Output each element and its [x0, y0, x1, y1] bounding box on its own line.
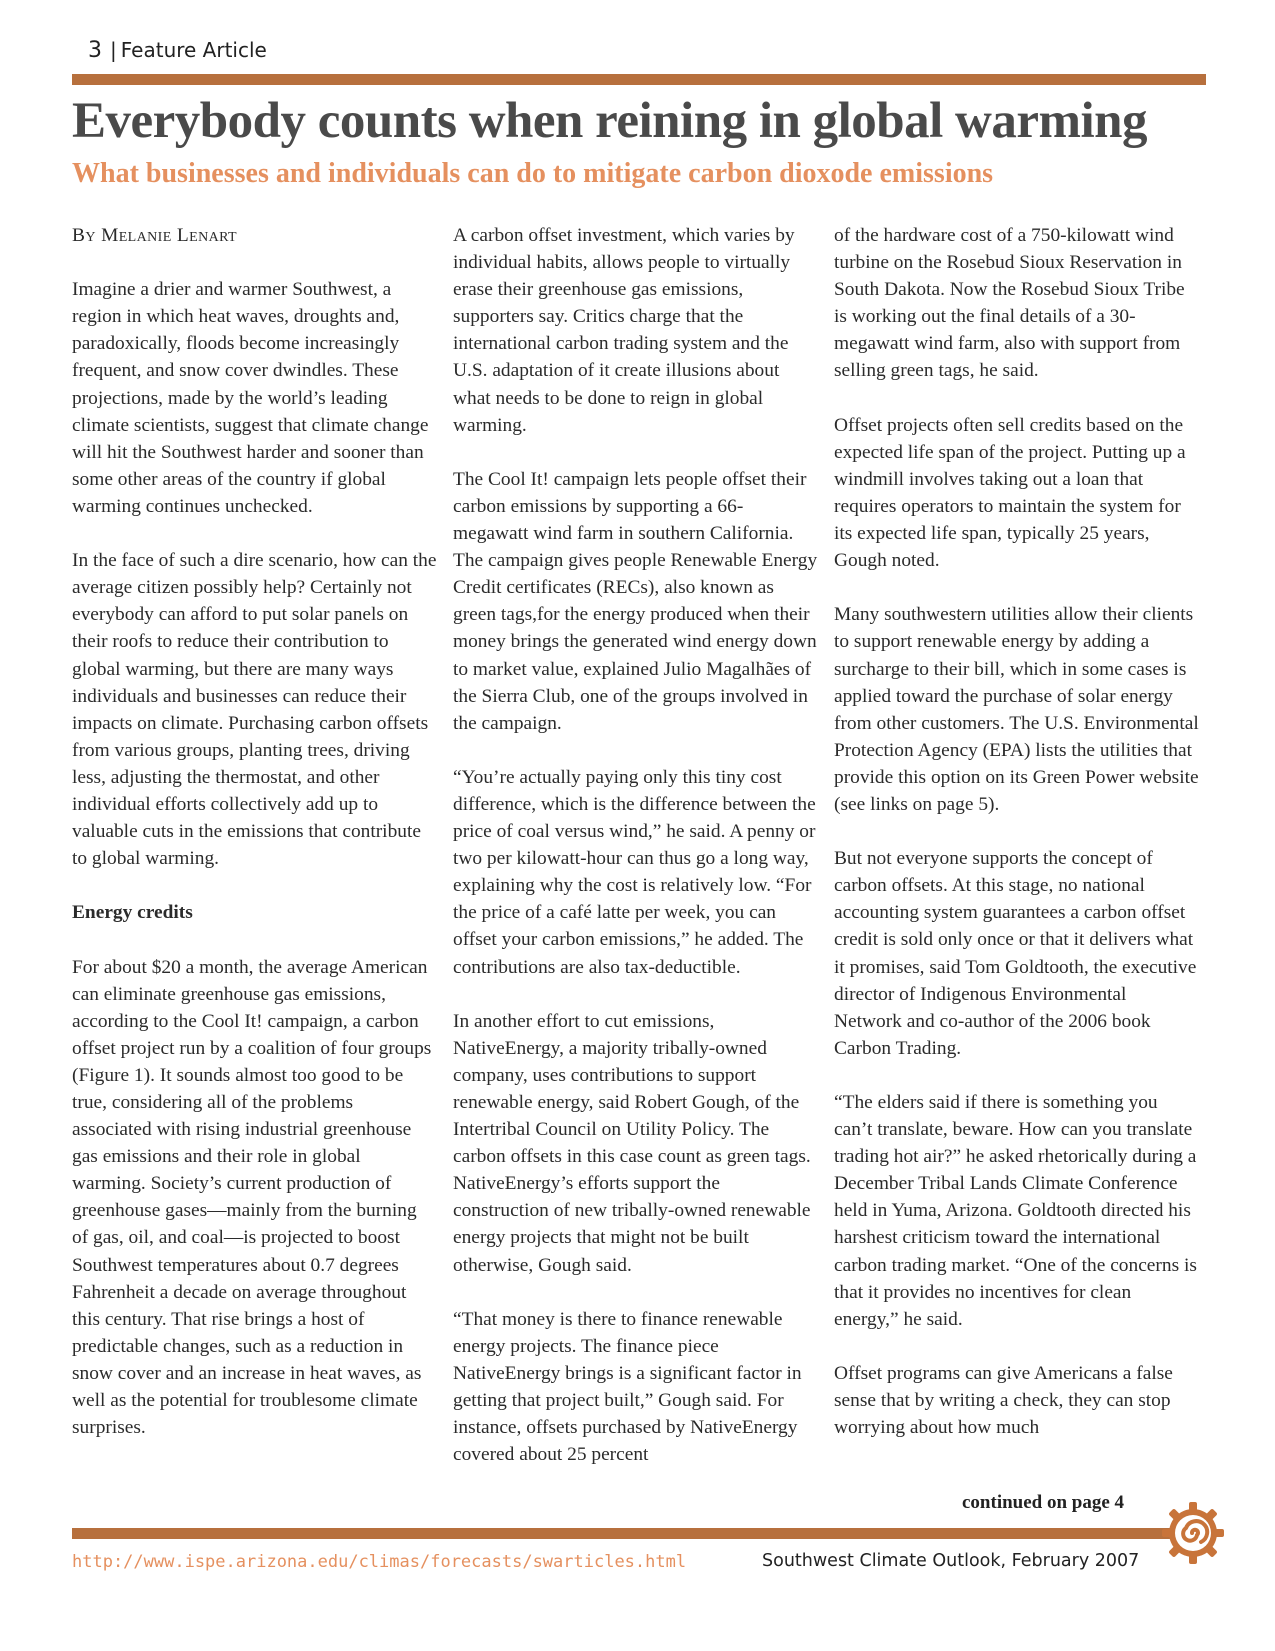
publication-name: Southwest Climate Outlook, February 2007 — [762, 1551, 1140, 1571]
column-3 — [834, 222, 1199, 1468]
column-2 — [453, 222, 818, 1495]
section-heading-energy-credits: Energy credits — [72, 902, 193, 924]
page-number: 3 — [88, 38, 102, 63]
paragraph: In the face of such a dire scenario, how can the average citizen possibly help? Certainly not everybody can afford to put solar panels on their roofs to reduce their contribution to global warming, but there are many ways individuals and businesses can reduce their impacts on climate. Purchasing carbon offsets from various groups, planting trees, driving less, adjusting the thermostat, and other individual efforts collectively add up to valuable cuts in the emissions that contribute to global warming. — [72, 550, 437, 870]
top-rule — [72, 74, 1206, 85]
paragraph: Offset programs can give Americans a false sense that by writing a check, they can stop worrying about how much — [834, 1362, 1173, 1439]
article-subtitle: What businesses and individuals can do to mitigate carbon dioxode emissions — [72, 158, 994, 189]
paragraph: Many southwestern utilities allow their clients to support renewable energy by adding a surcharge to their bill, which in some cases is applied toward the purchase of solar energy from other customers. The U.S. Environmental Protection Agency (EPA) lists the utilities that provide this option on its Green Power website (see links on page 5). — [834, 604, 1199, 815]
paragraph: The Cool It! campaign lets people offset their carbon emissions by supporting a 66-megawatt wind farm in southern California. The campaign gives people Renewable Energy Credit certificates (RECs), also known as green tags,for the energy produced when their money brings the generated wind energy down to market value, explained Julio Magalhães of the Sierra Club, one of the groups involved in the campaign. — [453, 468, 818, 734]
article-title: Everybody counts when reining in global warming — [72, 93, 1148, 149]
sun-spiral-icon — [1158, 1498, 1228, 1568]
column-1 — [72, 222, 437, 1468]
paragraph: “The elders said if there is something you can’t translate, beware. How can you translate trading hot air?” he asked rhetorically during a December Tribal Lands Climate Conference held in Yuma, Arizona. Goldtooth directed his harshest criticism toward the international carbon trading market. “One of the concerns is that it provides no incentives for clean energy,” he said. — [834, 1092, 1197, 1330]
paragraph: In another effort to cut emissions, NativeEnergy, a majority tribally-owned company, uses contributions to support renewable energy, said Robert Gough, of the Intertribal Council on Utility Policy. The carbon offsets in this case count as green tags. NativeEnergy’s efforts support the construction of new tribally-owned renewable energy projects that might not be built otherwise, Gough said. — [453, 1010, 811, 1276]
paragraph: Imagine a drier and warmer Southwest, a region in which heat waves, droughts and, paradoxically, floods become increasingly frequent, and snow cover dwindles. These projections, made by the world’s leading climate scientists, suggest that climate change will hit the Southwest harder and sooner than some other areas of the country if global warming continues unchecked. — [72, 279, 429, 517]
bottom-rule — [72, 1528, 1206, 1539]
paragraph: A carbon offset investment, which varies by individual habits, allows people to virtually erase their greenhouse gas emissions, supporters say. Critics charge that the international carbon trading system and the U.S. adaptation of it create illusions about what needs to be done to reign in global warming. — [453, 225, 795, 436]
paragraph: “You’re actually paying only this tiny cost difference, which is the difference between the price of coal versus wind,” he said. A penny or two per kilowatt-hour can thus go a long way, explaining why the cost is relatively low. “For the price of a café latte per week, you can offset your carbon emissions,” he added. The contributions are also tax-deductible. — [453, 766, 816, 978]
section-label: Feature Article — [120, 38, 267, 62]
paragraph: But not everyone supports the concept of carbon offsets. At this stage, no national accounting system guarantees a carbon offset credit is sold only once or that it delivers what it promises, said Tom Goldtooth, the executive director of Indigenous Environmental Network and co-author of the 2006 book Carbon Trading. — [834, 848, 1197, 1059]
header-separator: | — [110, 38, 117, 62]
page-header — [88, 38, 267, 63]
paragraph: Offset projects often sell credits based on the expected life span of the project. Putting up a windmill involves taking out a loan that requires operators to maintain the system for its expected life span, typically 25 years, Gough noted. — [834, 414, 1186, 572]
footer-url-link[interactable]: http://www.ispe.arizona.edu/climas/forecasts/swarticles.html — [72, 1552, 687, 1572]
paragraph: of the hardware cost of a 750-kilowatt wind turbine on the Rosebud Sioux Reservation in South Dakota. Now the Rosebud Sioux Tribe is working out the final details of a 30-megawatt wind farm, also with support from selling green tags, he said. — [834, 225, 1185, 382]
byline: By Melanie Lenart — [72, 225, 237, 246]
paragraph: For about $20 a month, the average American can eliminate greenhouse gas emissions, according to the Cool It! campaign, a carbon offset project run by a coalition of four groups (Figure 1). It sounds almost too good to be true, considering all of the problems associated with rising industrial greenhouse gas emissions and their role in global warming. Society’s current production of greenhouse gases—mainly from the burning of gas, oil, and coal—is projected to boost Southwest temperatures about 0.7 degrees Fahrenheit a decade on average throughout this century. That rise brings a host of predictable changes, such as a reduction in snow cover and an increase in heat waves, as well as the potential for troublesome climate surprises. — [72, 956, 432, 1439]
continued-note: continued on page 4 — [962, 1492, 1125, 1513]
paragraph: “That money is there to finance renewable energy projects. The finance piece NativeEnergy brings is a significant factor in getting that project built,” Gough said. For instance, offsets purchased by NativeEnergy covered about 25 percent — [453, 1308, 802, 1466]
